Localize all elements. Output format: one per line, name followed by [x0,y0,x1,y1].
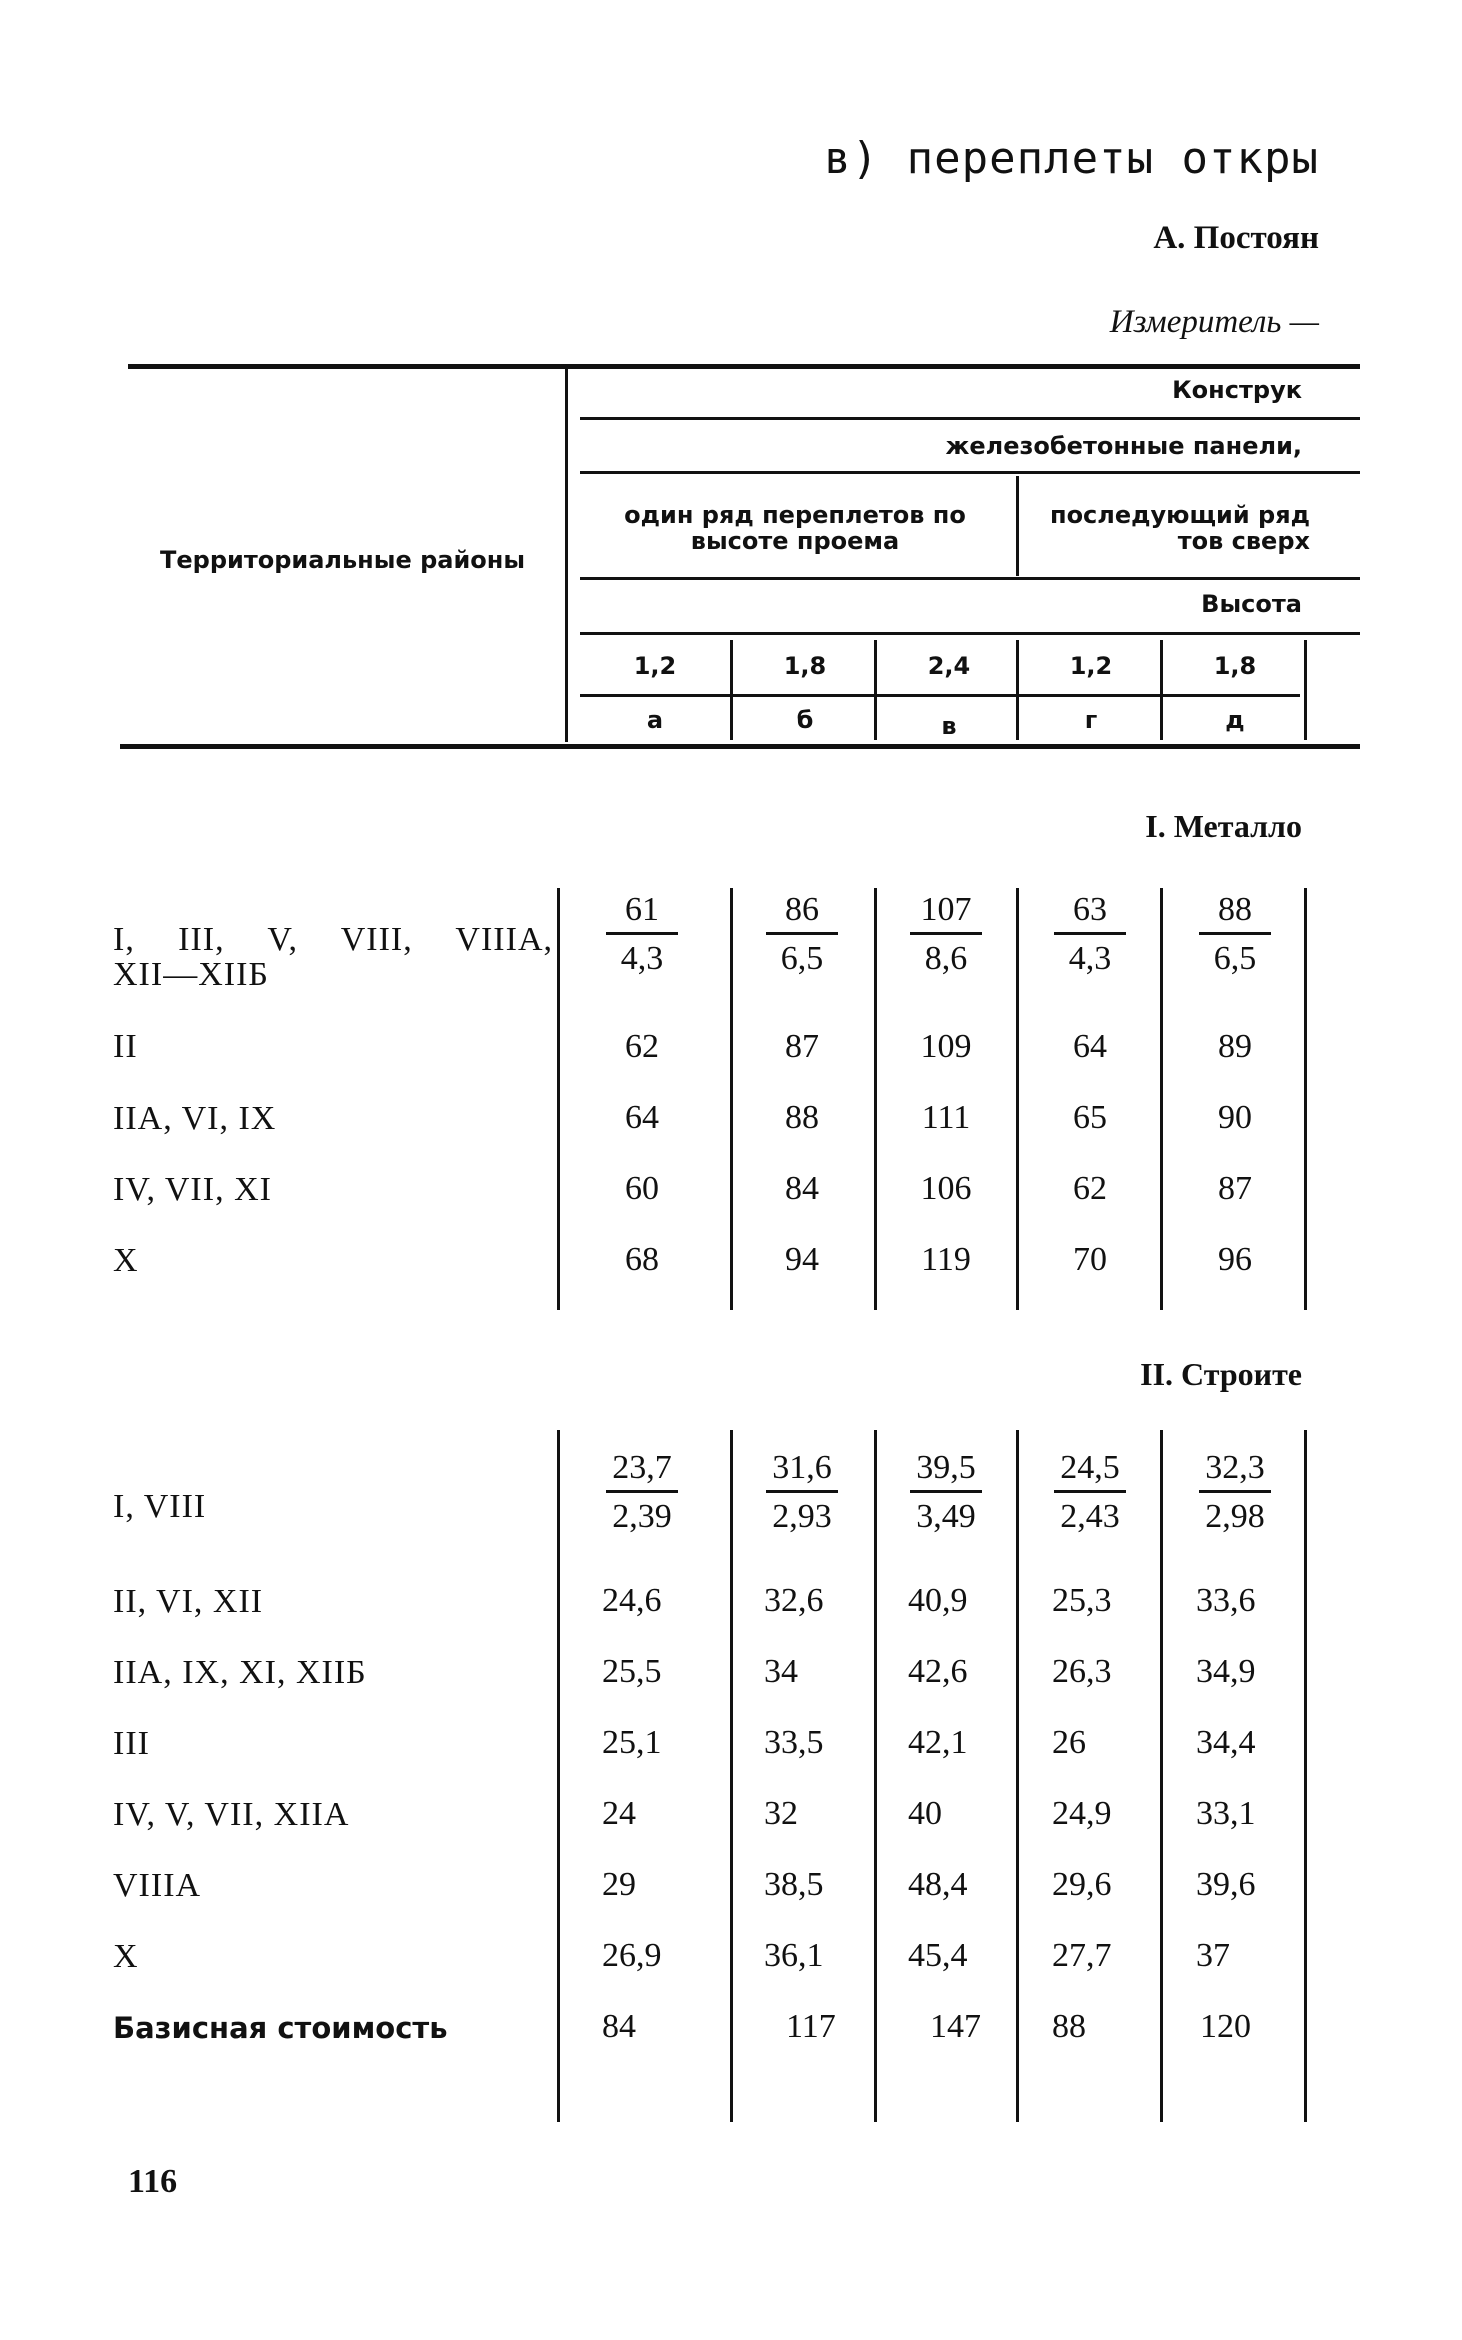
s2-row-label: II, VI, XII [113,1583,264,1620]
s1-row-label: IV, VII, XI [113,1171,272,1208]
cell-numerator: 32,3 [1205,1449,1265,1486]
col-divider-1 [730,640,733,740]
height-rule [580,632,1360,635]
s2-cell: 88 [1052,2008,1086,2045]
letter-col-a: а [646,706,664,734]
s2-cell: 29 [602,1866,636,1903]
group-one-header: один ряд переплетов по высоте проема [624,501,966,555]
col-divider-5 [1304,640,1307,740]
cell-denominator: 2,43 [1060,1498,1120,1535]
groups-divider [1016,476,1019,576]
construction-rule [580,417,1360,420]
heights-rule [580,694,1300,697]
cell-denominator: 6,5 [780,940,824,977]
s2-cell: 33,1 [1196,1795,1256,1832]
cell-denominator: 2,93 [772,1498,832,1535]
cell-numerator: 23,7 [612,1449,672,1486]
s1-divider-2 [874,888,877,1310]
fraction-bar [1199,1490,1271,1493]
s1-row-label: X [113,1242,139,1279]
cell-numerator: 31,6 [772,1449,832,1486]
s2-cell: 26,9 [602,1937,662,1974]
s1-first-cell-v [886,890,1006,979]
page-title: в) переплеты откры [824,133,1319,184]
col-divider-3 [1016,640,1019,740]
s1-divider-0 [557,888,560,1310]
s2-cell: 38,5 [764,1866,824,1903]
fraction-bar [910,932,982,935]
s2-row-label: IIA, IX, XI, XIIБ [113,1654,367,1691]
s1-first-cell-b [742,890,862,979]
s1-cell: 68 [625,1241,659,1278]
section-subtitle: А. Постоян [1153,220,1319,256]
s2-cell: 29,6 [1052,1866,1112,1903]
s2-cell: 24 [602,1795,636,1832]
s2-cell: 84 [602,2008,636,2045]
s2-cell: 34,9 [1196,1653,1256,1690]
s2-row-label: III [113,1725,150,1762]
height-col-a: 1,2 [633,652,677,680]
s2-cell: 40 [908,1795,942,1832]
s2-cell: 40,9 [908,1582,968,1619]
cell-numerator: 61 [625,891,659,928]
cell-denominator: 2,39 [612,1498,672,1535]
cell-numerator: 88 [1218,891,1252,928]
s2-row-label-first: I, VIII [113,1488,207,1525]
col-divider-2 [874,640,877,740]
group-two-header: последующий ряд тов сверх [1049,501,1310,555]
s1-row-label: II [113,1028,138,1065]
cell-denominator: 2,98 [1205,1498,1265,1535]
header-top-rule [128,364,1360,369]
fraction-bar [766,932,838,935]
s1-row-label: IIA, VI, IX [113,1100,277,1137]
s1-cell: 64 [1073,1028,1107,1065]
s1-cell: 90 [1218,1099,1252,1136]
s1-first-cell-a [582,890,702,979]
height-col-v: 2,4 [927,652,971,680]
s2-cell: 33,5 [764,1724,824,1761]
s2-divider-0 [557,1430,560,2122]
fraction-bar [766,1490,838,1493]
header-left-divider [565,368,568,742]
s2-row-label: VIIIA [113,1867,202,1904]
s2-cell: 36,1 [764,1937,824,1974]
s2-first-cell-a [582,1448,702,1537]
s1-cell: 119 [921,1241,971,1278]
s2-cell: 25,1 [602,1724,662,1761]
s1-cell: 111 [921,1099,971,1136]
s1-divider-1 [730,888,733,1310]
panels-rule [580,471,1360,474]
fraction-bar [1054,932,1126,935]
s1-first-cell-d [1175,890,1295,979]
s2-first-cell-b [742,1448,862,1537]
page-number: 116 [128,2163,178,2200]
cell-denominator: 3,49 [916,1498,976,1535]
s2-divider-1 [730,1430,733,2122]
letter-col-d: д [1225,706,1245,734]
s2-row-label: X [113,1938,139,1975]
s2-cell: 48,4 [908,1866,968,1903]
s1-cell: 109 [920,1028,972,1065]
s1-cell: 60 [625,1170,659,1207]
section-1-title: I. Металло [1145,808,1302,844]
fraction-bar [606,1490,678,1493]
s2-cell: 26 [1052,1724,1086,1761]
s1-cell: 87 [785,1028,819,1065]
letter-col-v: в [941,712,957,740]
s2-cell: 42,1 [908,1724,968,1761]
s2-cell: 42,6 [908,1653,968,1690]
s2-cell: 147 [930,2008,981,2045]
cell-denominator: 4,3 [620,940,664,977]
s2-row-label: IV, V, VII, XIIA [113,1796,350,1833]
s1-cell: 96 [1218,1241,1252,1278]
fraction-bar [606,932,678,935]
col-divider-4 [1160,640,1163,740]
height-col-b: 1,8 [783,652,827,680]
s2-cell: 39,6 [1196,1866,1256,1903]
header-bottom-rule [120,744,1360,749]
fraction-bar [1199,932,1271,935]
s2-cell: 32,6 [764,1582,824,1619]
s1-cell: 88 [785,1099,819,1136]
fraction-bar [1054,1490,1126,1493]
s2-cell: 24,9 [1052,1795,1112,1832]
s1-cell: 62 [1073,1170,1107,1207]
panels-header: железобетонные панели, [945,432,1302,460]
cell-denominator: 6,5 [1213,940,1257,977]
s2-cell: 25,3 [1052,1582,1112,1619]
s2-cell: 117 [786,2008,836,2045]
s2-cell: 27,7 [1052,1937,1112,1974]
cell-numerator: 107 [920,891,972,928]
height-header: Высота [1201,590,1302,618]
height-col-g: 1,2 [1069,652,1113,680]
s2-first-cell-d [1175,1448,1295,1537]
s1-cell: 106 [920,1170,972,1207]
cell-numerator: 86 [785,891,819,928]
section-2-title: II. Строите [1140,1356,1302,1392]
s2-first-cell-g [1030,1448,1150,1537]
letter-col-g: г [1084,706,1098,734]
s1-cell: 87 [1218,1170,1252,1207]
regions-header: Территориальные районы [160,546,526,574]
s2-cell: 33,6 [1196,1582,1256,1619]
s1-row-label-first-line1: I, III, V, VIII, VIIIA, [113,921,553,958]
s2-cell: 34 [764,1653,798,1690]
cell-denominator: 4,3 [1068,940,1112,977]
s2-cell: 37 [1196,1937,1230,1974]
s1-cell: 64 [625,1099,659,1136]
s1-first-cell-g [1030,890,1150,979]
s1-cell: 89 [1218,1028,1252,1065]
s2-cell: 32 [764,1795,798,1832]
s1-cell: 65 [1073,1099,1107,1136]
s1-cell: 70 [1073,1241,1107,1278]
s1-cell: 94 [785,1241,819,1278]
groups-rule [580,577,1360,580]
s1-divider-5 [1304,888,1307,1310]
s2-cell: 24,6 [602,1582,662,1619]
s2-first-cell-v [886,1448,1006,1537]
cell-denominator: 8,6 [924,940,968,977]
s2-cell: 25,5 [602,1653,662,1690]
s1-cell: 84 [785,1170,819,1207]
s2-cell: 34,4 [1196,1724,1256,1761]
s2-cell: 45,4 [908,1937,968,1974]
cell-numerator: 24,5 [1060,1449,1120,1486]
unit-label: Измеритель — [1109,304,1319,340]
cell-numerator: 39,5 [916,1449,976,1486]
s1-row-label-first-line2: XII—XIIБ [113,956,269,993]
construction-header: Конструк [1172,376,1302,404]
letter-col-b: б [796,706,814,734]
s2-cell: 120 [1200,2008,1251,2045]
s1-divider-4 [1160,888,1163,1310]
height-col-d: 1,8 [1213,652,1257,680]
s1-divider-3 [1016,888,1019,1310]
s2-cell: 26,3 [1052,1653,1112,1690]
s1-cell: 62 [625,1028,659,1065]
fraction-bar [910,1490,982,1493]
cell-numerator: 63 [1073,891,1107,928]
s2-row-label: Базисная стоимость [113,2011,448,2045]
